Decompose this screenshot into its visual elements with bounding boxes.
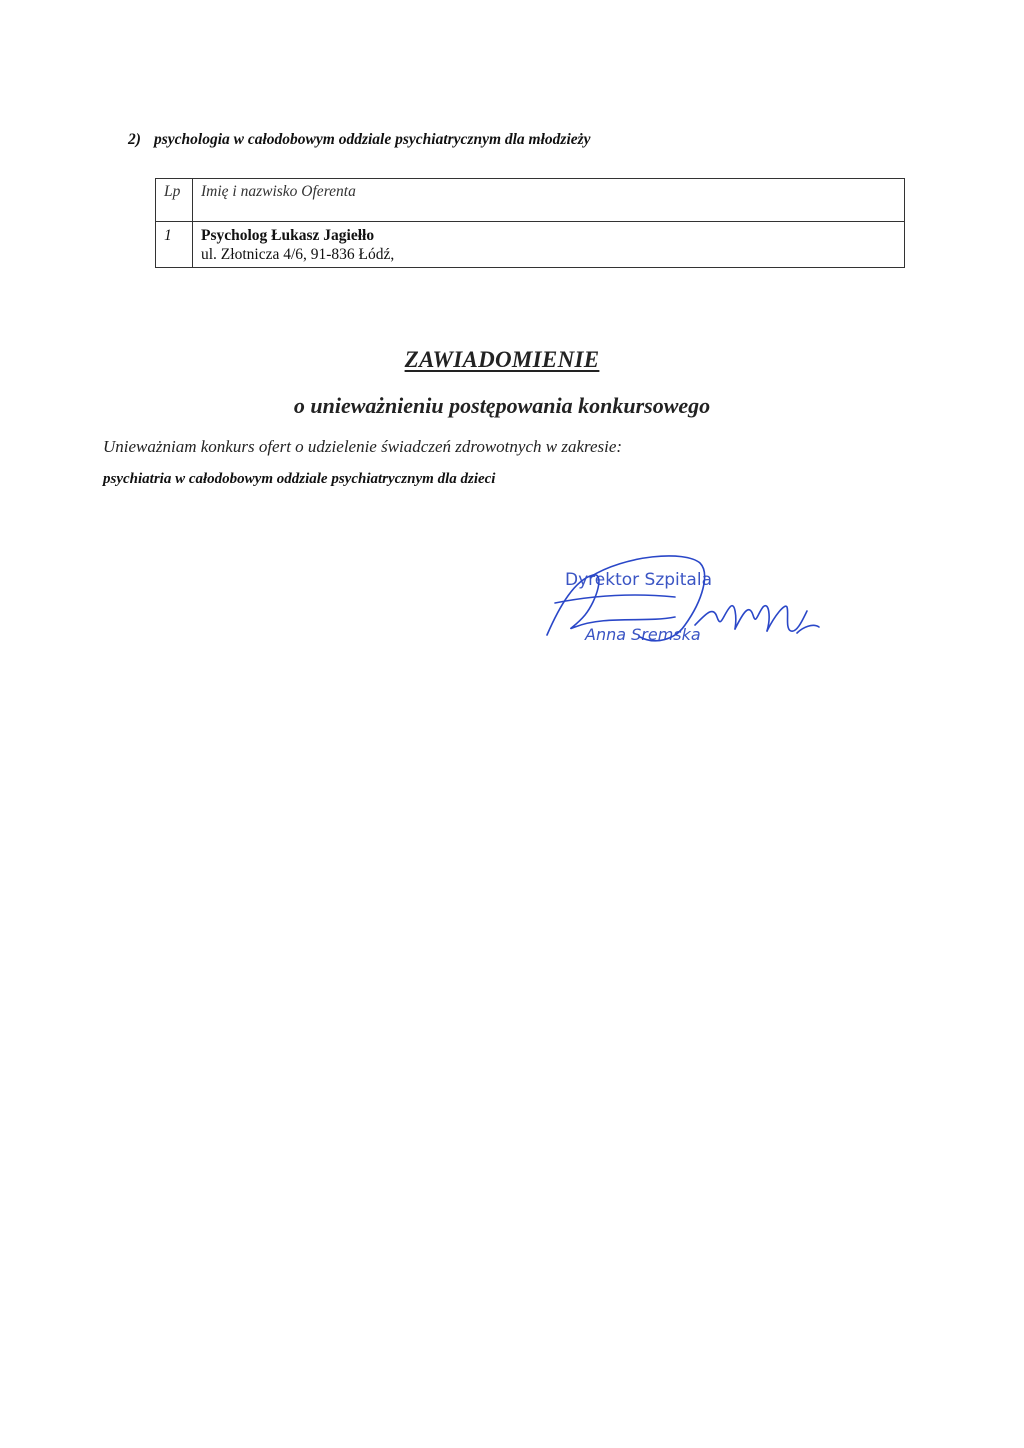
table-header-row — [156, 179, 905, 222]
row-offerent — [193, 222, 905, 268]
section-heading — [128, 131, 591, 149]
offerent-name: Psycholog Łukasz Jagiełło — [201, 227, 375, 244]
notice-scope: psychiatria w całodobowym oddziale psychiatrycznym dla dzieci — [103, 471, 496, 487]
section-number: 2) — [128, 131, 141, 148]
row-lp: 1 — [156, 222, 193, 268]
header-offerent-name: Imię i nazwisko Oferenta — [193, 179, 905, 222]
stamp-line-2: Anna Sremska — [585, 625, 701, 644]
notice-title: ZAWIADOMIENIE — [404, 347, 600, 372]
signature-stamp — [535, 545, 830, 655]
notice-subtitle: o unieważnieniu postępowania konkursowego — [293, 393, 711, 418]
table-row — [156, 222, 905, 268]
header-lp: Lp — [156, 179, 193, 222]
section-title: psychologia w całodobowym oddziale psychiatrycznym dla młodzieży — [154, 131, 591, 148]
stamp-line-1: Dyrektor Szpitala — [565, 570, 712, 590]
offerents-table — [155, 178, 905, 268]
offerent-address: ul. Złotnicza 4/6, 91-836 Łódź, — [201, 246, 395, 263]
notice-body: Unieważniam konkurs ofert o udzielenie świadczeń zdrowotnych w zakresie: — [103, 437, 623, 456]
